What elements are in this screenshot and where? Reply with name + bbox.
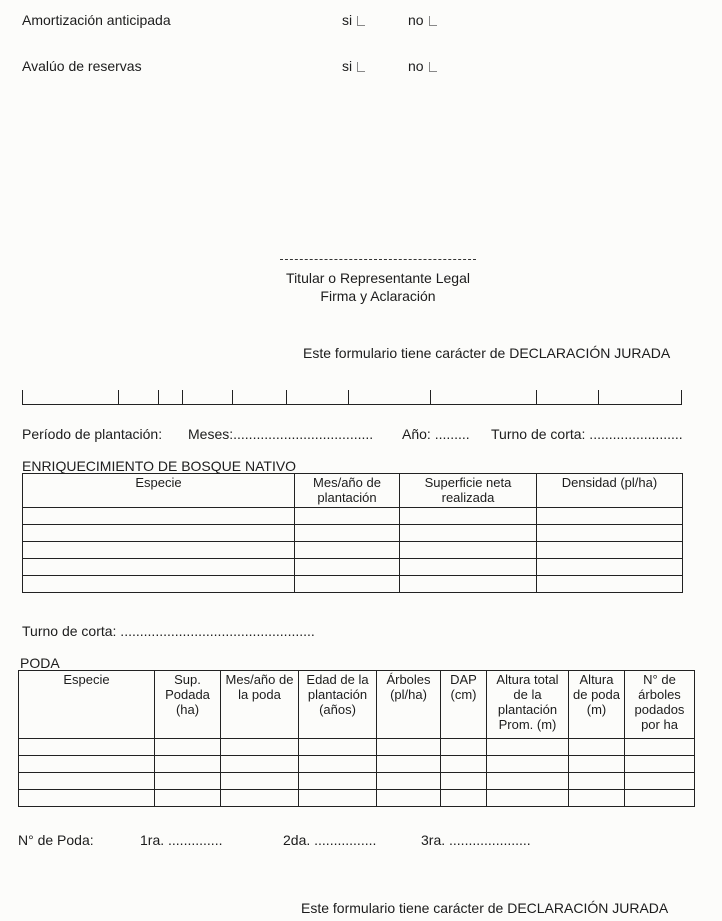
table-cell[interactable] (625, 739, 695, 756)
column-header-mes-anio: Mes/año de plantación (295, 474, 400, 508)
table-cell[interactable] (19, 756, 155, 773)
declaration-notice: Este formulario tiene carácter de DECLARACIÓN JURADA (303, 345, 671, 361)
table-cell[interactable] (487, 756, 569, 773)
table-cell[interactable] (155, 790, 221, 807)
table-cell[interactable] (221, 739, 299, 756)
turno-corta-line[interactable]: Turno de corta: .................................................. (22, 623, 315, 639)
table-cell[interactable] (295, 559, 400, 576)
declaration-notice-footer: Este formulario tiene carácter de DECLARACIÓN JURADA (301, 900, 669, 916)
poda-3ra-field[interactable]: 3ra. ..................... (421, 832, 531, 848)
table-cell[interactable] (221, 773, 299, 790)
table-cell[interactable] (537, 542, 683, 559)
table-row (19, 739, 695, 756)
table-row (23, 576, 683, 593)
table-cell[interactable] (23, 576, 295, 593)
table-cell[interactable] (23, 559, 295, 576)
enriquecimiento-title: ENRIQUECIMIENTO DE BOSQUE NATIVO (22, 458, 297, 474)
periodo-plantacion-label: Período de plantación: (22, 426, 163, 442)
table-cell[interactable] (295, 508, 400, 525)
table-cell[interactable] (441, 756, 487, 773)
table-cell[interactable] (400, 576, 537, 593)
table-cell[interactable] (441, 739, 487, 756)
column-header-altura-poda: Altura de poda (m) (569, 671, 625, 739)
table-cell[interactable] (23, 525, 295, 542)
option-avaluo-no[interactable]: no (408, 58, 437, 74)
anio-field[interactable]: Año: ......... (402, 426, 470, 442)
column-header-sup-podada: Sup. Podada (ha) (155, 671, 221, 739)
table-cell[interactable] (23, 508, 295, 525)
table-cell[interactable] (19, 790, 155, 807)
table-cell[interactable] (19, 773, 155, 790)
poda-2da-field[interactable]: 2da. ................ (283, 832, 377, 848)
entry-boxes-row[interactable] (22, 388, 682, 405)
table-row (19, 756, 695, 773)
table-row (19, 773, 695, 790)
table-cell[interactable] (537, 525, 683, 542)
table-cell[interactable] (625, 773, 695, 790)
signature-line[interactable] (280, 259, 476, 260)
table-cell[interactable] (537, 576, 683, 593)
enriquecimiento-table (22, 473, 683, 593)
column-header-arboles: Árboles (pl/ha) (377, 671, 441, 739)
table-cell[interactable] (487, 739, 569, 756)
meses-field[interactable]: Meses:.................................... (188, 426, 374, 442)
column-header-dap: DAP (cm) (441, 671, 487, 739)
signature-subtitle: Firma y Aclaración (320, 288, 436, 304)
table-row (23, 508, 683, 525)
column-header-densidad: Densidad (pl/ha) (537, 474, 683, 508)
table-cell[interactable] (400, 525, 537, 542)
checkbox-no[interactable] (429, 62, 437, 72)
option-avaluo-yes[interactable]: si (342, 58, 365, 74)
table-cell[interactable] (400, 508, 537, 525)
checkbox-yes[interactable] (357, 16, 365, 26)
table-row (19, 790, 695, 807)
column-header-superficie: Superficie neta realizada (400, 474, 537, 508)
column-header-altura-total: Altura total de la plantación Prom. (m) (487, 671, 569, 739)
option-label: Avalúo de reservas (22, 58, 142, 74)
table-cell[interactable] (299, 739, 377, 756)
table-cell[interactable] (400, 542, 537, 559)
table-cell[interactable] (23, 542, 295, 559)
table-row (23, 542, 683, 559)
table-cell[interactable] (299, 773, 377, 790)
table-cell[interactable] (377, 790, 441, 807)
table-cell[interactable] (295, 525, 400, 542)
table-cell[interactable] (155, 773, 221, 790)
table-cell[interactable] (295, 542, 400, 559)
table-cell[interactable] (299, 790, 377, 807)
table-cell[interactable] (221, 790, 299, 807)
option-amortizacion-yes[interactable]: si (342, 12, 365, 28)
poda-table (18, 670, 695, 807)
table-cell[interactable] (19, 739, 155, 756)
table-cell[interactable] (377, 773, 441, 790)
table-cell[interactable] (295, 576, 400, 593)
table-cell[interactable] (441, 790, 487, 807)
column-header-mes-anio-poda: Mes/año de la poda (221, 671, 299, 739)
turno-corta-field[interactable]: Turno de corta: ........................ (491, 426, 683, 442)
table-cell[interactable] (537, 508, 683, 525)
table-cell[interactable] (569, 790, 625, 807)
table-cell[interactable] (377, 739, 441, 756)
table-cell[interactable] (400, 559, 537, 576)
option-avaluo (22, 58, 142, 74)
column-header-especie: Especie (23, 474, 295, 508)
table-cell[interactable] (537, 559, 683, 576)
signature-title: Titular o Representante Legal (286, 270, 470, 286)
poda-1ra-field[interactable]: 1ra. .............. (140, 832, 223, 848)
poda-title: PODA (20, 655, 60, 671)
checkbox-yes[interactable] (357, 62, 365, 72)
column-header-edad: Edad de la plantación (años) (299, 671, 377, 739)
table-row (23, 559, 683, 576)
checkbox-no[interactable] (429, 16, 437, 26)
table-cell[interactable] (625, 756, 695, 773)
table-cell[interactable] (299, 756, 377, 773)
table-cell[interactable] (377, 756, 441, 773)
table-cell[interactable] (569, 739, 625, 756)
column-header-especie: Especie (19, 671, 155, 739)
table-cell[interactable] (155, 756, 221, 773)
table-cell[interactable] (625, 790, 695, 807)
option-amortizacion-no[interactable]: no (408, 12, 437, 28)
option-amortizacion (22, 12, 171, 28)
column-header-arboles-podados: N° de árboles podados por ha (625, 671, 695, 739)
table-row (23, 525, 683, 542)
table-cell[interactable] (221, 756, 299, 773)
num-poda-label: N° de Poda: (18, 832, 94, 848)
table-cell[interactable] (569, 756, 625, 773)
table-cell[interactable] (487, 790, 569, 807)
option-label: Amortización anticipada (22, 12, 171, 28)
table-cell[interactable] (441, 773, 487, 790)
table-cell[interactable] (155, 739, 221, 756)
table-cell[interactable] (569, 773, 625, 790)
table-cell[interactable] (487, 773, 569, 790)
